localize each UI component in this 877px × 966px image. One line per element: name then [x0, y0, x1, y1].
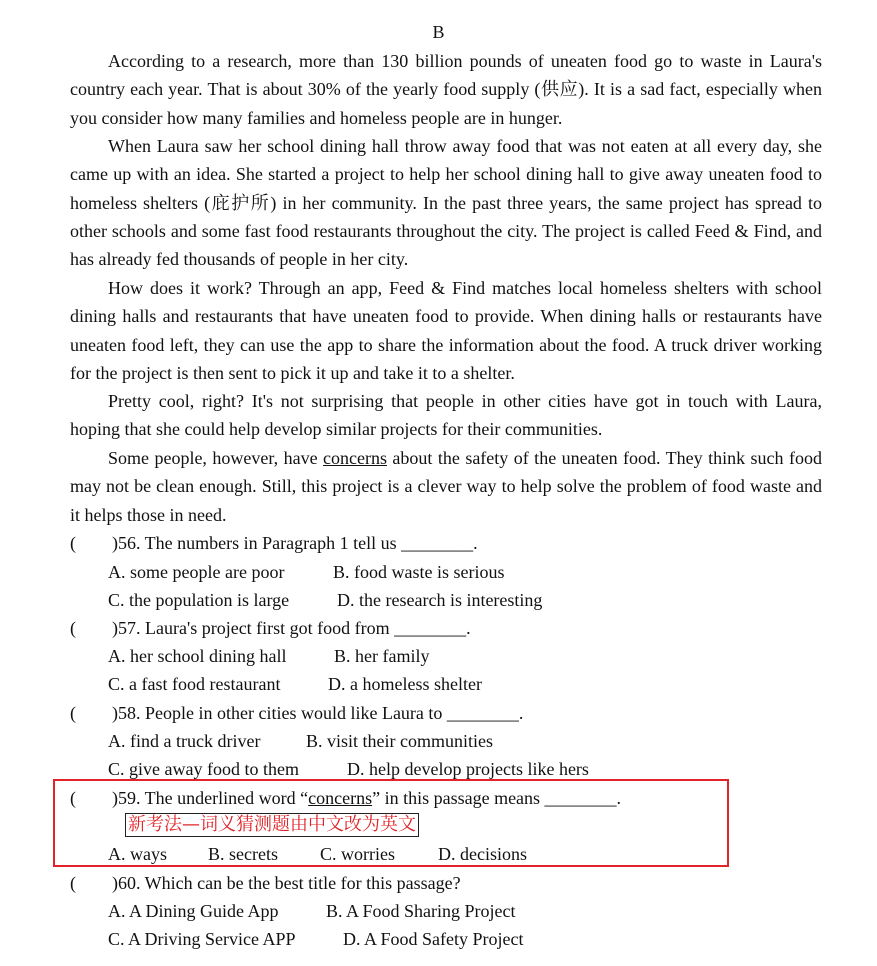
- question-59: [70, 788, 621, 809]
- option-b: B. her family: [334, 646, 430, 666]
- question-57: [70, 618, 471, 639]
- option-c: C. worries: [320, 844, 395, 864]
- option-a: A. some people are poor: [108, 562, 285, 582]
- option-b: B. food waste is serious: [333, 562, 505, 582]
- question-stem-before: )59. The underlined word “: [112, 788, 309, 808]
- paragraph-5-after: about the safety of the uneaten food. They think such food may not be clean enough. Still, this project is a clever way to help solve the problem of food waste and it helps those in need.: [70, 448, 822, 525]
- option-d: D. A Food Safety Project: [343, 929, 524, 949]
- question-stem: )58. People in other cities would like Laura to ________.: [112, 703, 524, 723]
- option-c: C. a fast food restaurant: [108, 674, 281, 694]
- answer-paren: (: [70, 873, 76, 893]
- option-b: B. A Food Sharing Project: [326, 901, 516, 921]
- option-d: D. a homeless shelter: [328, 674, 482, 694]
- paragraph-1: According to a research, more than 130 billion pounds of uneaten food go to waste in Laura's country each year. That is about 30% of the yearly food supply (供应). It is a sad fact, especially when you consider how many families and homeless people are in hunger.: [70, 51, 822, 128]
- question-60: [70, 873, 461, 894]
- option-b: B. visit their communities: [306, 731, 493, 751]
- question-stem: )56. The numbers in Paragraph 1 tell us ________.: [112, 533, 478, 553]
- question-58: [70, 703, 523, 724]
- answer-paren: (: [70, 533, 76, 553]
- paragraph-5: [70, 444, 822, 529]
- option-c: C. the population is large: [108, 590, 290, 610]
- option-d: D. help develop projects like hers: [347, 759, 589, 779]
- option-a: A. ways: [108, 844, 167, 864]
- question-stem: )57. Laura's project first got food from ________.: [112, 618, 471, 638]
- underlined-word: concerns: [308, 788, 373, 808]
- option-a: A. A Dining Guide App: [108, 901, 279, 921]
- question-56: [70, 533, 478, 554]
- option-d: D. decisions: [438, 844, 527, 864]
- option-c: C. give away food to them: [108, 759, 299, 779]
- option-a: A. her school dining hall: [108, 646, 287, 666]
- question-stem: )60. Which can be the best title for this passage?: [112, 873, 461, 893]
- answer-paren: (: [70, 618, 76, 638]
- option-a: A. find a truck driver: [108, 731, 261, 751]
- question-stem-after: ” in this passage means ________.: [372, 788, 622, 808]
- option-c: C. A Driving Service APP: [108, 929, 296, 949]
- answer-paren: (: [70, 703, 76, 723]
- answer-paren: (: [70, 788, 76, 808]
- exam-note: 新考法—词义猜测题由中文改为英文: [125, 813, 419, 837]
- option-b: B. secrets: [208, 844, 278, 864]
- paragraph-3: How does it work? Through an app, Feed & Find matches local homeless shelters with school dining halls and restaurants that have uneaten food to provide. When dining halls or restaurants have uneaten food left, they can use the app to share the information about the food. A truck driver working for the project is then sent to pick it up and take it to a shelter.: [70, 278, 822, 383]
- paragraph-5-before: Some people, however, have: [108, 448, 324, 468]
- paragraph-4: Pretty cool, right? It's not surprising that people in other cities have got in touch with Laura, hoping that she could help develop similar projects for their communities.: [70, 391, 822, 440]
- option-d: D. the research is interesting: [337, 590, 543, 610]
- section-heading: B: [432, 22, 445, 42]
- underlined-word: concerns: [323, 448, 387, 468]
- paragraph-2: When Laura saw her school dining hall throw away food that was not eaten at all every day, she came up with an idea. She started a project to help her school dining hall to give away uneaten food to homeless shelters (庇护所) in her community. In the past three years, the same project has spread to other schools and some fast food restaurants throughout the city. The project is called Feed & Find, and has already fed thousands of people in her city.: [70, 136, 822, 270]
